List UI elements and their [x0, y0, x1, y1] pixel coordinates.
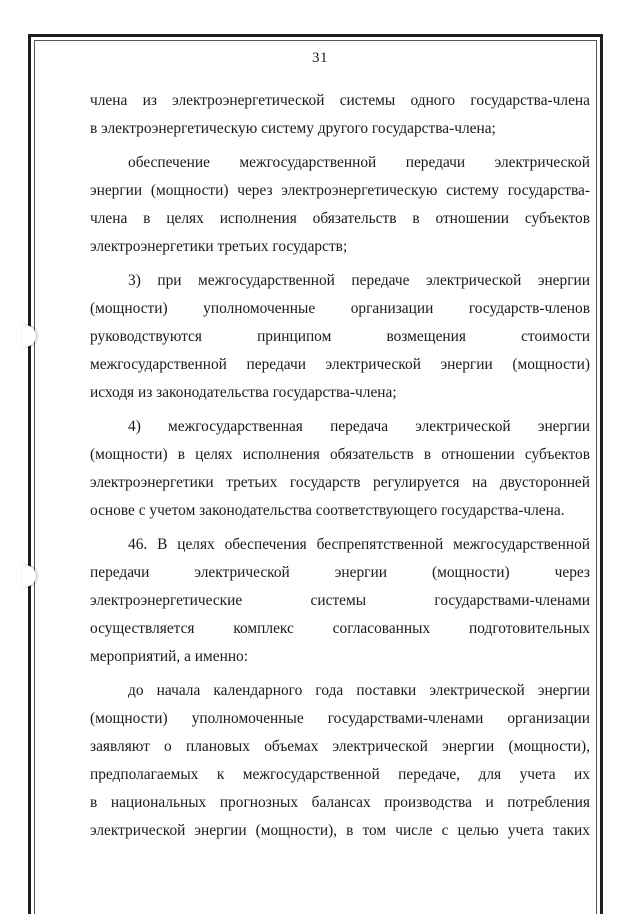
- page-number: 31: [312, 50, 328, 66]
- text-line: энергии (мощности) через электроэнергетическую систему государства-: [90, 182, 590, 199]
- text-line: заявляют о плановых объемах электрической энергии (мощности),: [90, 738, 590, 755]
- text-line: до начала календарного года поставки электрической энергии: [128, 682, 590, 699]
- text-line: члена из электроэнергетической системы одного государства-члена: [90, 92, 590, 109]
- text-line: электроэнергетики третьих государств регулируется на двусторонней: [90, 474, 590, 491]
- text-line: электрической энергии (мощности), в том числе с целью учета таких: [90, 822, 590, 839]
- paragraph-p3: [90, 267, 590, 407]
- paragraph-p4: [90, 413, 590, 525]
- text-line: межгосударственной передачи электрической энергии (мощности): [90, 356, 590, 373]
- text-line: осуществляется комплекс согласованных подготовительных: [90, 620, 590, 637]
- text-line: (мощности) в целях исполнения обязательств в отношении субъектов: [90, 446, 590, 463]
- paragraph-p1: [90, 87, 590, 143]
- paragraph-p6: [90, 677, 590, 845]
- text-line: 4) межгосударственная передача электрической энергии: [128, 418, 590, 435]
- paragraph-p5: [90, 531, 590, 671]
- text-line: исходя из законодательства государства-члена;: [90, 384, 397, 401]
- text-line: в национальных прогнозных балансах производства и потребления: [90, 794, 590, 811]
- text-line: 3) при межгосударственной передаче электрической энергии: [128, 272, 590, 289]
- text-line: передачи электрической энергии (мощности) через: [90, 564, 590, 581]
- document-body: [90, 87, 590, 851]
- text-line: мероприятий, а именно:: [90, 648, 249, 665]
- text-line: 46. В целях обеспечения беспрепятственной межгосударственной: [128, 536, 590, 553]
- text-line: электроэнергетики третьих государств;: [90, 238, 348, 255]
- text-line: члена в целях исполнения обязательств в отношении субъектов: [90, 210, 590, 227]
- paragraph-p2: [90, 149, 590, 261]
- text-line: электроэнергетические системы государствами-членами: [90, 592, 590, 609]
- text-line: предполагаемых к межгосударственной передаче, для учета их: [90, 766, 590, 783]
- text-line: в электроэнергетическую систему другого государства-члена;: [90, 120, 496, 137]
- text-line: (мощности) уполномоченные организации государств-членов: [90, 300, 590, 317]
- text-line: основе с учетом законодательства соответствующего государства-члена.: [90, 502, 565, 519]
- text-line: руководствуются принципом возмещения стоимости: [90, 328, 590, 345]
- text-line: обеспечение межгосударственной передачи электрической: [128, 154, 590, 171]
- text-line: (мощности) уполномоченные государствами-членами организации: [90, 710, 590, 727]
